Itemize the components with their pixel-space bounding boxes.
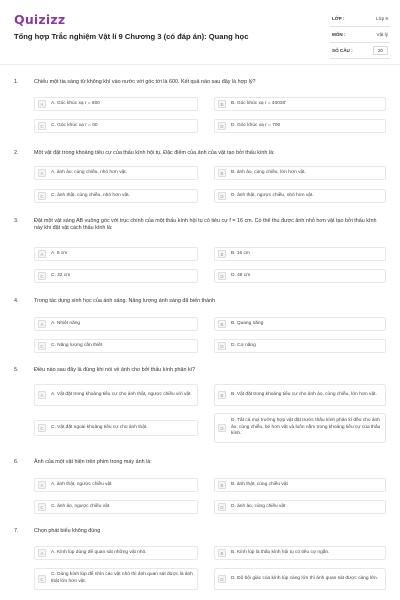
meta-label: SỐ CÂU : (332, 48, 353, 53)
option-letter: D (218, 192, 226, 200)
option-text: D. Tất cả mọi trường hợp vật đặt trước thấu kính phân kì đều cho ảnh ảo, cùng chiều, bé hơn vật và luôn nằm trong khoảng tiêu cự của thấu kính. (231, 418, 381, 437)
option-a[interactable] (34, 247, 198, 261)
option-text: A. ảnh ảo, cùng chiều, nhỏ hơn vật. (51, 169, 127, 175)
option-text: C. Vật đặt ngoài khoảng tiêu cự cho ảnh thật. (51, 424, 148, 430)
option-c[interactable] (34, 269, 198, 283)
option-text: D. ảnh thật, ngược chiều, nhỏ hơn vật. (231, 192, 314, 198)
option-text: D. Cơ năng (231, 342, 256, 348)
header-divider (0, 64, 400, 65)
option-d[interactable] (214, 500, 386, 514)
question-text: Chiếu một tia sáng từ không khí vào nước với góc tới là 600. Kết quả nào sau đây là hợp lý? (34, 79, 256, 85)
meta-value: 20 (373, 46, 388, 55)
question-text: Trong tác dụng sinh học của ánh sáng. Năng lượng ánh sáng đã biến thành (34, 298, 216, 304)
option-letter: A (38, 481, 46, 489)
option-letter: C (38, 272, 46, 280)
question-number: 1. (14, 79, 19, 85)
question-number: 6. (14, 459, 19, 465)
question-text: Đặt một vật sáng AB vuông góc với trục chính của một thấu kính hội tụ có tiêu cự f = 16 cm. Có thể thu được ảnh nhỏ hơn vật tạo bởi thấu kính này khi đặt vật cách thấu kính là: (34, 218, 377, 232)
option-text: A. 8 cm (51, 250, 68, 256)
option-d[interactable] (214, 119, 386, 133)
option-text: C. ảnh thật, cùng chiều, nhỏ hơn vật. (51, 192, 130, 198)
option-letter: C (38, 192, 46, 200)
option-letter: C (38, 122, 46, 130)
option-a[interactable] (34, 97, 198, 111)
question-text: Điều nào sau đây là đúng khi nói về ảnh cho bởi thấu kính phân kì? (34, 367, 196, 373)
option-b[interactable] (214, 384, 386, 406)
option-letter: B (218, 100, 226, 108)
option-letter: D (218, 503, 226, 511)
option-text: D. Góc khúc xạ r = 700 (231, 122, 281, 128)
option-a[interactable] (34, 317, 198, 331)
meta-label: MÔN : (332, 32, 346, 37)
option-text: B. ảnh thật, cùng chiều vật (231, 481, 288, 487)
option-b[interactable] (214, 546, 386, 560)
option-a[interactable] (34, 478, 198, 492)
option-letter: A (38, 391, 46, 399)
option-text: A. Kính lúp dùng để quan sát những vật nhỏ. (51, 549, 147, 555)
option-text: A. Vật đặt trong khoảng tiêu cự cho ảnh thật, ngược chiều với vật. (51, 391, 192, 397)
option-d[interactable] (214, 568, 386, 590)
option-text: D. Độ bội giác của kính lúp càng lớn thì ảnh quan sát được càng lớn. (231, 575, 379, 581)
option-letter: D (218, 122, 226, 130)
meta-grade (330, 13, 390, 27)
option-letter: B (218, 320, 226, 328)
option-text: B. Kính lúp là thấu kính hội tụ có tiêu cự ngắn. (231, 549, 330, 555)
option-c[interactable] (34, 568, 198, 590)
option-letter: C (38, 424, 46, 432)
option-b[interactable] (214, 317, 386, 331)
option-c[interactable] (34, 119, 198, 133)
option-text: A. ảnh thật, ngược chiều vật (51, 481, 112, 487)
option-text: C. ảnh ảo, ngược chiều vật (51, 503, 110, 509)
option-b[interactable] (214, 478, 386, 492)
option-b[interactable] (214, 166, 386, 180)
option-text: C. Dùng kính lúp để nhìn các vật nhỏ thì ảnh quan sát được là ảnh thật lớn hơn vật. (51, 572, 193, 584)
option-a[interactable] (34, 384, 198, 406)
option-letter: A (38, 320, 46, 328)
option-letter: A (38, 250, 46, 258)
option-d[interactable] (214, 339, 386, 353)
option-text: C. Góc khúc xạ r = 00 (51, 122, 98, 128)
option-text: B. Quang năng (231, 320, 264, 326)
meta-label: LỚP : (332, 16, 345, 21)
question-number: 3. (14, 218, 19, 224)
option-text: B. Góc khúc xạ r = 40030' (231, 100, 287, 106)
option-a[interactable] (34, 166, 198, 180)
option-letter: C (38, 575, 46, 583)
option-a[interactable] (34, 546, 198, 560)
meta-question-count (330, 45, 390, 59)
question-text: Một vật đặt trong khoảng tiêu cự của thấu kính hội tụ. Đặc điểm của ảnh của vật tạo bởi thấu kính là: (34, 150, 275, 156)
document-header (0, 0, 400, 66)
option-b[interactable] (214, 247, 386, 261)
option-text: C. 32 cm (51, 272, 71, 278)
option-d[interactable] (214, 269, 386, 283)
option-letter: A (38, 100, 46, 108)
option-d[interactable] (214, 413, 386, 443)
option-text: B. ảnh ảo, cùng chiều, lớn hơn vật. (231, 169, 306, 175)
option-text: B. Vật đặt trong khoảng tiêu cự cho ảnh ảo, cùng chiều, lớn hơn vật. (231, 391, 377, 397)
option-letter: A (38, 549, 46, 557)
question-text: Chọn phát biểu không đúng (34, 528, 101, 534)
option-d[interactable] (214, 189, 386, 203)
option-letter: D (218, 424, 226, 432)
option-c[interactable] (34, 189, 198, 203)
option-text: B. 16 cm (231, 250, 250, 256)
meta-subject (330, 29, 390, 43)
option-c[interactable] (34, 339, 198, 353)
document-title: Tổng hợp Trắc nghiệm Vật lí 9 Chương 3 (có đáp án): Quang học (14, 32, 249, 41)
question-number: 2. (14, 150, 19, 156)
quizizz-logo: Quizizz (14, 12, 66, 27)
option-text: C. Năng lượng cần thiết (51, 342, 103, 348)
option-letter: D (218, 575, 226, 583)
meta-value: Vật lý (376, 32, 388, 37)
question-number: 4. (14, 298, 19, 304)
option-letter: D (218, 272, 226, 280)
quiz-meta (330, 13, 390, 61)
option-b[interactable] (214, 97, 386, 111)
option-c[interactable] (34, 500, 198, 514)
option-letter: B (218, 481, 226, 489)
option-letter: B (218, 169, 226, 177)
question-number: 5. (14, 367, 19, 373)
option-letter: A (38, 169, 46, 177)
option-c[interactable] (34, 420, 198, 436)
option-letter: D (218, 342, 226, 350)
option-letter: B (218, 250, 226, 258)
option-text: A. Nhiệt năng (51, 320, 81, 326)
option-letter: C (38, 342, 46, 350)
option-letter: B (218, 391, 226, 399)
question-text: Ảnh của một vật hiện trên phim trong máy ảnh là: (34, 459, 152, 465)
option-letter: B (218, 549, 226, 557)
option-text: A. Góc khúc xạ r = 600 (51, 100, 100, 106)
question-number: 7. (14, 528, 19, 534)
option-letter: C (38, 503, 46, 511)
option-text: D. ảnh ảo, cùng chiều vật (231, 503, 286, 509)
meta-value: Lớp 9 (376, 16, 388, 21)
option-text: D. 48 cm (231, 272, 251, 278)
